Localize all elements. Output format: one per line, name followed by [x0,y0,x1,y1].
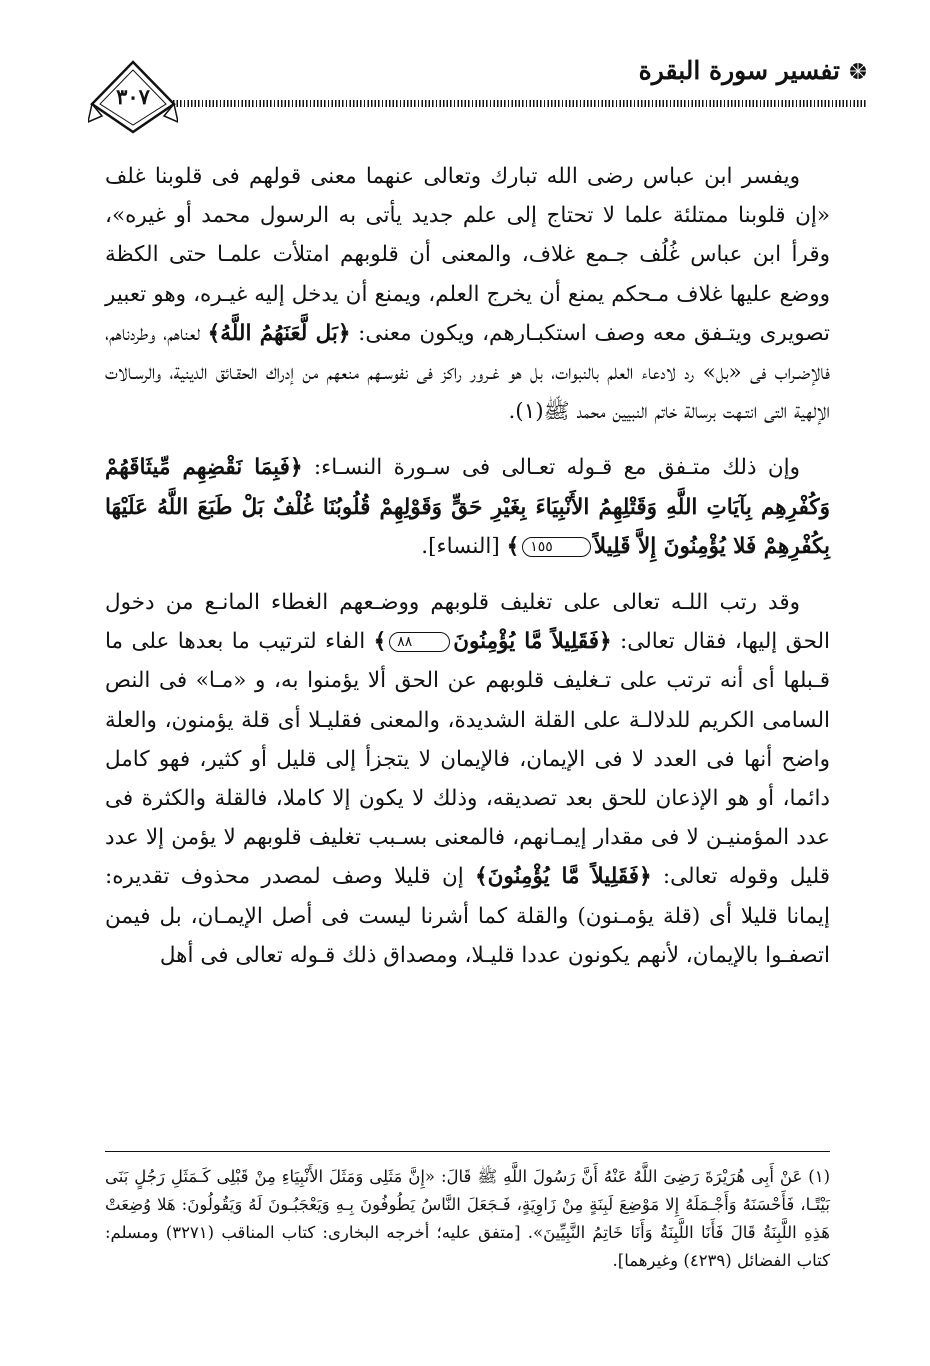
paragraph [105,157,830,431]
text-run: وقد رتب اللـه تعالى على تغليف قلوبهم ووضـعهم الغطاء المانـع من دخول الحق إليها، فقال تعالى: [105,590,831,655]
header-rule [173,100,868,107]
page-header [88,48,868,138]
footnote: (١) عَنْ أَبِى هُرَيْرَةَ رَضِىَ اللَّهُ عَنْهُ أَنَّ رَسُولَ اللَّهِ ﷺ قَالَ: «إِنَّ مَثَلِى وَمَثَلَ الأَنْبِيَاءِ مِنْ قَبْلِى كَـمَثَلِ رَجُلٍ بَنَى بَيْتًـا، فَأَحْسَنَهُ وَأَجْـمَلَهُ إِلا مَوْضِعَ لَبِنَةٍ مِنْ زَاوِيَةٍ، فَـجَعَلَ النَّاسُ يَطُوفُونَ بِـهِ وَيَعْجَبُـونَ لَهُ وَيَقُولُونَ: هَلا وُضِعَتْ هَذِهِ اللَّبِنَةُ قَالَ فَأَنَا اللَّبِنَةُ وَأَنَا خَاتِمُ النَّبِيِّينَ». [متفق عليه؛ أخرجه البخارى: كتاب المناقب (٣٢٧١) ومسلم: كتاب الفضائل (٤٢٣٩) وغيرهما]. [105,1167,830,1270]
paragraph [105,448,830,566]
ayah-number: ٨٨ [389,632,450,652]
text-run: [النساء]. [421,533,507,559]
text-run: لعناهم، وطردناهم، فالإضـراب فى «بل» رد لادعاء العلم بالنبوات، بل هو غـرور راكز فى نفوسـهم منعهم من إدراك الحقـائق الدينية، والرسـالات الإلهية التى انتـهت برسالة خاتم النبيين محمد ﷺ(١). [105,320,830,425]
quran-quote: ﴿فَقَلِيلاً مَّا يُؤْمِنُونَ [453,629,612,655]
running-title: تفسير سورة البقرة [638,56,840,85]
quran-quote: ﴿بَل لَّعَنَهُمُ اللَّهُ﴾ [207,320,351,346]
text-run: ويفسر ابن عباس رضى الله تبارك وتعالى عنهما معنى قولهم فى قلوبنا غلف «إن قلوبنا ممتلئة علما لا تحتاج إلى علم جديد يأتى به الرسول محمد أو غيره»، وقرأ ابن عباس غُلُف جـمع غلاف، والمعنى أن قلوبهم امتلأت علمـا حتى الكظة ووضع عليها غلاف مـحكم يمنع أن يخرج العلم، ويمنع أن يدخل إليه غيـره، وهو تعبير تصويرى ويتـفق معه وصف استكبـارهم، ويكون معنى: [105,164,830,346]
quran-quote: ﴾ [373,629,387,655]
ayah-number: ١٥٥ [522,537,591,557]
paragraph [105,583,830,975]
quran-quote: ﴿فَبِمَا نَقْضِهِم مِّيثَاقَهُمْ وَكُفْرِهِم بِآيَاتِ اللَّهِ وَقَتْلِهِمُ الأَنْبِيَاءَ بِغَيْرِ حَقٍّ وَقَوْلِهِمْ قُلُوبُنَا غُلْفٌ بَلْ طَبَعَ اللَّهُ عَلَيْهَا بِكُفْرِهِمْ فَلا يُؤْمِنُونَ إِلاَّ قَلِيلاً [105,455,830,559]
body-text [105,157,830,992]
page-number: ٣٠٧ [116,84,150,109]
text-run: الفاء لترتيب ما بعدها على ما قـبلها أى أنه ترتب على تـغليف قلوبهم عن الحق ألا يؤمنوا به، و «مـا» فى النص السامى الكريم للدلالـة على القلة الشديدة، والمعنى فقليـلا أى قلة يؤمنون، والعلة واضح أنها فى العدد لا فى الإيمان، فالإيمان لا يتجزأ إلى قليل أو كثير، فهو كامل دائما، أو هو الإذعان للحق بعد تصديقه، وذلك لا يكون إلا كاملا، فالقلة والكثرة فى عدد المؤمنيـن لا فى مقدار إيمـانهم، فالمعنى بسـبب تغليف قلوبهم لا يؤمن إلا عدد قليل وقوله تعالى: [105,629,830,890]
text-run: إن قليلا وصف لمصدر محذوف تقديره: إيمانا قليلا أى (قلة يؤمـنون) والقلة كما أشرنا ليست فى أصل الإيمـان، بل فيمن اتصفـوا بالإيمان، لأنهم يكونون عددا قليـلا، ومصداق ذلك قـوله تعالى فى أهل [105,864,830,968]
quran-quote: ﴾ [506,533,520,559]
ornament-icon [848,61,868,81]
quran-quote: ﴿فَقَلِيلاً مَّا يُؤْمِنُونَ﴾ [474,864,652,890]
text-run: وإن ذلك متـفق مع قـوله تعـالى فى سـورة النسـاء: [302,455,800,481]
footnote-divider [105,1151,830,1152]
